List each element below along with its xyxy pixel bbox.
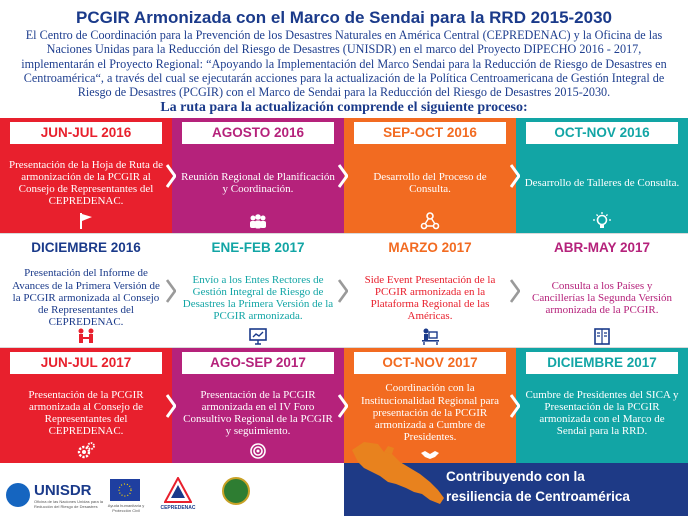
step-description: Desarrollo de Talleres de Consulta. [524, 176, 680, 189]
step-description: Presentación de la Hoja de Ruta de armonización de la PCGIR al Consejo de Representantes del CEPREDENAC. [9, 158, 163, 208]
unisdr-subtitle: Oficina de las Naciones Unidas para la Reducción del Riesgo de Desastres [34, 499, 103, 509]
step-description: Presentación de la PCGIR armonizada en el IV Foro Consultivo Regional de la PCGIR y seguimiento. [183, 388, 333, 438]
chevron-right-icon [166, 164, 176, 188]
step-description: Reunión Regional de Planificación y Coordinación. [181, 170, 335, 195]
page-title: PCGIR Armonizada con el Marco de Sendai para la RRD 2015-2030 [76, 8, 612, 27]
step-description: Side Event Presentación de la PCGIR armonizada en la Plataforma Regional de las Américas. [364, 273, 496, 323]
step-date: DICIEMBRE 2016 [31, 240, 141, 255]
desk-user-icon [420, 326, 440, 346]
chevron-right-icon [338, 279, 348, 303]
step-abr-may-2017 [516, 233, 688, 348]
cepredenac-emblem-icon [164, 477, 192, 503]
sica-emblem-icon [222, 477, 250, 505]
step-date: JUN-JUL 2016 [10, 122, 162, 144]
tagline [446, 467, 686, 507]
unisdr-logo: UNISDR [34, 482, 92, 499]
step-date: MARZO 2017 [388, 240, 472, 255]
lightbulb-icon [592, 211, 612, 231]
step-date: JUN-JUL 2017 [10, 352, 162, 374]
divider [0, 233, 688, 234]
step-marzo-2017 [344, 233, 516, 348]
step-date: ENE-FEB 2017 [211, 240, 305, 255]
step-diciembre-2017 [516, 348, 688, 463]
step-description: Cumbre de Presidentes del SICA y Presentación de la PCGIR armonizada con el Marco de Sendai para la RRD. [525, 388, 679, 438]
step-sep-oct-2016 [344, 118, 516, 233]
meeting-icon [76, 326, 96, 346]
chevron-right-icon [166, 279, 176, 303]
cepredenac-logo: CEPREDENAC [160, 505, 196, 511]
step-jun-jul-2016 [0, 118, 172, 233]
tagline-line-2: resiliencia de Centroamérica [446, 489, 630, 504]
central-america-map-icon [344, 432, 454, 516]
intro-paragraph: El Centro de Coordinación para la Prevención de los Desastres Naturales en América Central (CEPREDENAC) y la Oficina de las Naciones Unidas para la Reducción del Riesgo de Desastres (UNISDR) en el marco del Proyecto DIPECHO 2016 - 2017, implementarán el Proyecto Regional: “Apoyando la Implementación del Marco Sendai para la Reducción de Riesgo de Desastres en Centroamérica“, a través del cual se ejecutarán acciones para la actualización de la Política Centroamericana de Gestión Integral de Riesgo de Desastres (PCGIR) con el Marco de Sendai para la Reducción del Riesgo de Desastres 2015-2030. [21, 28, 667, 100]
step-description: Presentación del Informe de Avances de la Primera Versión de la PCGIR armonizada al Consejo de Representantes del CEPREDENAC. [12, 267, 160, 329]
chevron-right-icon [510, 394, 520, 418]
step-agosto-2016 [172, 118, 344, 233]
eu-flag-icon [110, 479, 140, 501]
eu-subtitle: Ayuda humanitaria y Protección Civil [107, 503, 145, 513]
tagline-line-1: Contribuyendo con la [446, 469, 585, 484]
step-description: Consulta a los Países y Cancillerías la Segunda Versión armonizada de la PCGIR. [531, 279, 672, 317]
step-date: AGOSTO 2016 [182, 122, 334, 144]
step-ago-sep-2017 [172, 348, 344, 463]
step-description: Desarrollo del Proceso de Consulta. [373, 170, 487, 195]
chevron-right-icon [510, 164, 520, 188]
step-ene-feb-2017 [172, 233, 344, 348]
step-date: OCT-NOV 2017 [354, 352, 506, 374]
chevron-right-icon [338, 394, 348, 418]
presentation-icon [248, 326, 268, 346]
flag-icon [76, 211, 96, 231]
un-emblem-icon [6, 483, 30, 507]
step-description: Envío a los Entes Rectores de Gestión Integral de Riesgo de Desastres la Primera Versión de la PCGIR armonizada. [182, 273, 334, 323]
step-date: OCT-NOV 2016 [526, 122, 678, 144]
header [0, 0, 688, 118]
step-jun-jul-2017 [0, 348, 172, 463]
partner-logos [0, 463, 344, 516]
people-group-icon [248, 211, 268, 231]
divider [0, 347, 688, 348]
step-date: AGO-SEP 2017 [182, 352, 334, 374]
step-date: ABR-MAY 2017 [553, 240, 651, 255]
gears-icon [76, 441, 96, 461]
target-icon [248, 441, 268, 461]
step-date: DICIEMBRE 2017 [526, 352, 678, 374]
step-description: Coordinación con la Institucionalidad Regional para presentación de la PCGIR armonizada a Cumbre de Presidentes. [360, 382, 500, 444]
step-description: Presentación de la PCGIR armonizada al Consejo de Representantes del CEPREDENAC. [28, 388, 144, 438]
book-icon [592, 326, 612, 346]
chevron-right-icon [338, 164, 348, 188]
chevron-right-icon [510, 279, 520, 303]
network-icon [420, 211, 440, 231]
step-date: SEP-OCT 2016 [354, 122, 506, 144]
step-diciembre-2016 [0, 233, 172, 348]
step-oct-nov-2016 [516, 118, 688, 233]
process-subtitle: La ruta para la actualización comprende el siguiente proceso: [160, 100, 528, 116]
chevron-right-icon [166, 394, 176, 418]
